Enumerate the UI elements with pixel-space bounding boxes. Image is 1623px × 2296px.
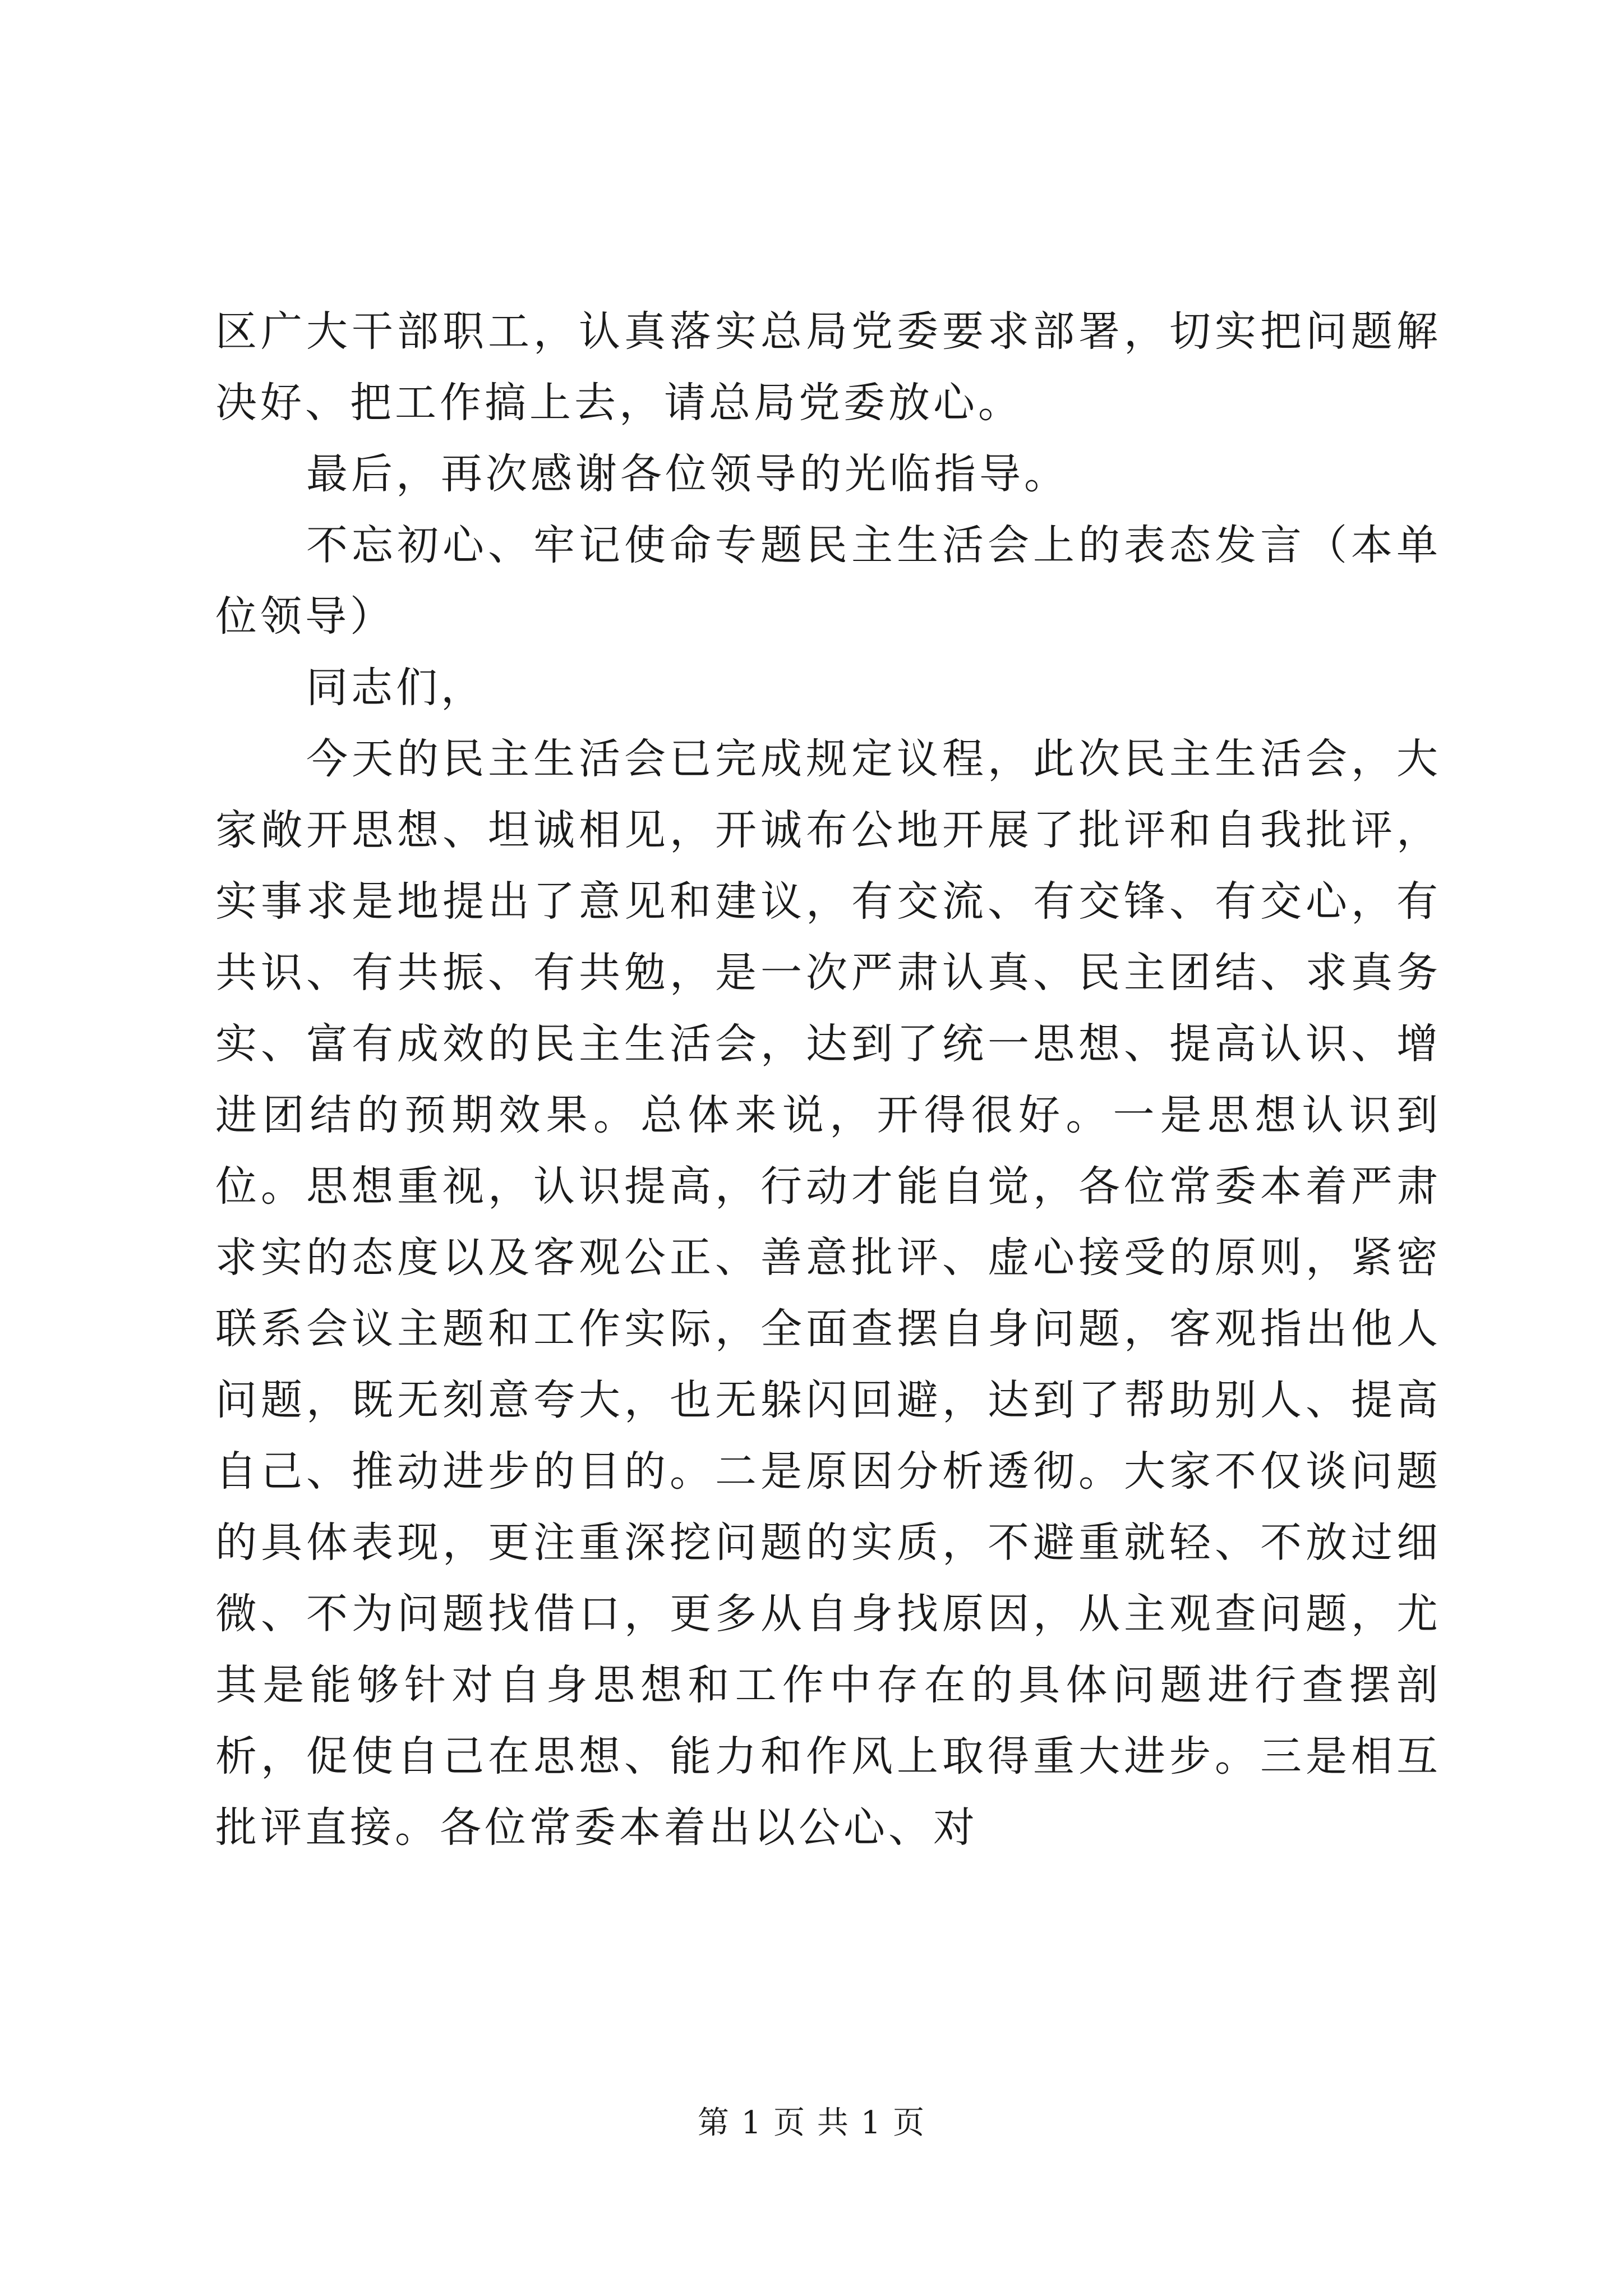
salutation: 同志们，	[306, 664, 486, 712]
speech-title: 不忘初心、牢记使命专题民主生活会上的表态发言（本单位领导）	[215, 521, 1441, 641]
paragraph-closing-thanks: 最后，再次感谢各位领导的光临指导。	[306, 450, 1069, 498]
document-body	[215, 296, 1441, 1864]
paragraph-main: 今天的民主生活会已完成规定议程，此次民主生活会，大家敞开思想、坦诚相见，开诚布公地开展了批评和自我批评，实事求是地提出了意见和建议，有交流、有交锋、有交心，有共识、有共振、有共勉，是一次严肃认真、民主团结、求真务实、富有成效的民主生活会，达到了统一思想、提高认识、增进团结的预期效果。总体来说，开得很好。一是思想认识到位。思想重视，认识提高，行动才能自觉，各位常委本着严肃求实的态度以及客观公正、善意批评、虚心接受的原则，紧密联系会议主题和工作实际，全面查摆自身问题，客观指出他人问题，既无刻意夸大，也无躲闪回避，达到了帮助别人、提高自己、推动进步的目的。二是原因分析透彻。大家不仅谈问题的具体表现，更注重深挖问题的实质，不避重就轻、不放过细微、不为问题找借口，更多从自身找原因，从主观查问题，尤其是能够针对自身思想和工作中存在的具体问题进行查摆剖析，促使自己在思想、能力和作风上取得重大进步。三是相互批评直接。各位常委本着出以公心、对	[215, 735, 1441, 1852]
page-footer: 第 1 页 共 1 页	[697, 2105, 926, 2141]
paragraph-continuation: 区广大干部职工，认真落实总局党委要求部署，切实把问题解决好、把工作搞上去，请总局党委放心。	[215, 307, 1441, 427]
